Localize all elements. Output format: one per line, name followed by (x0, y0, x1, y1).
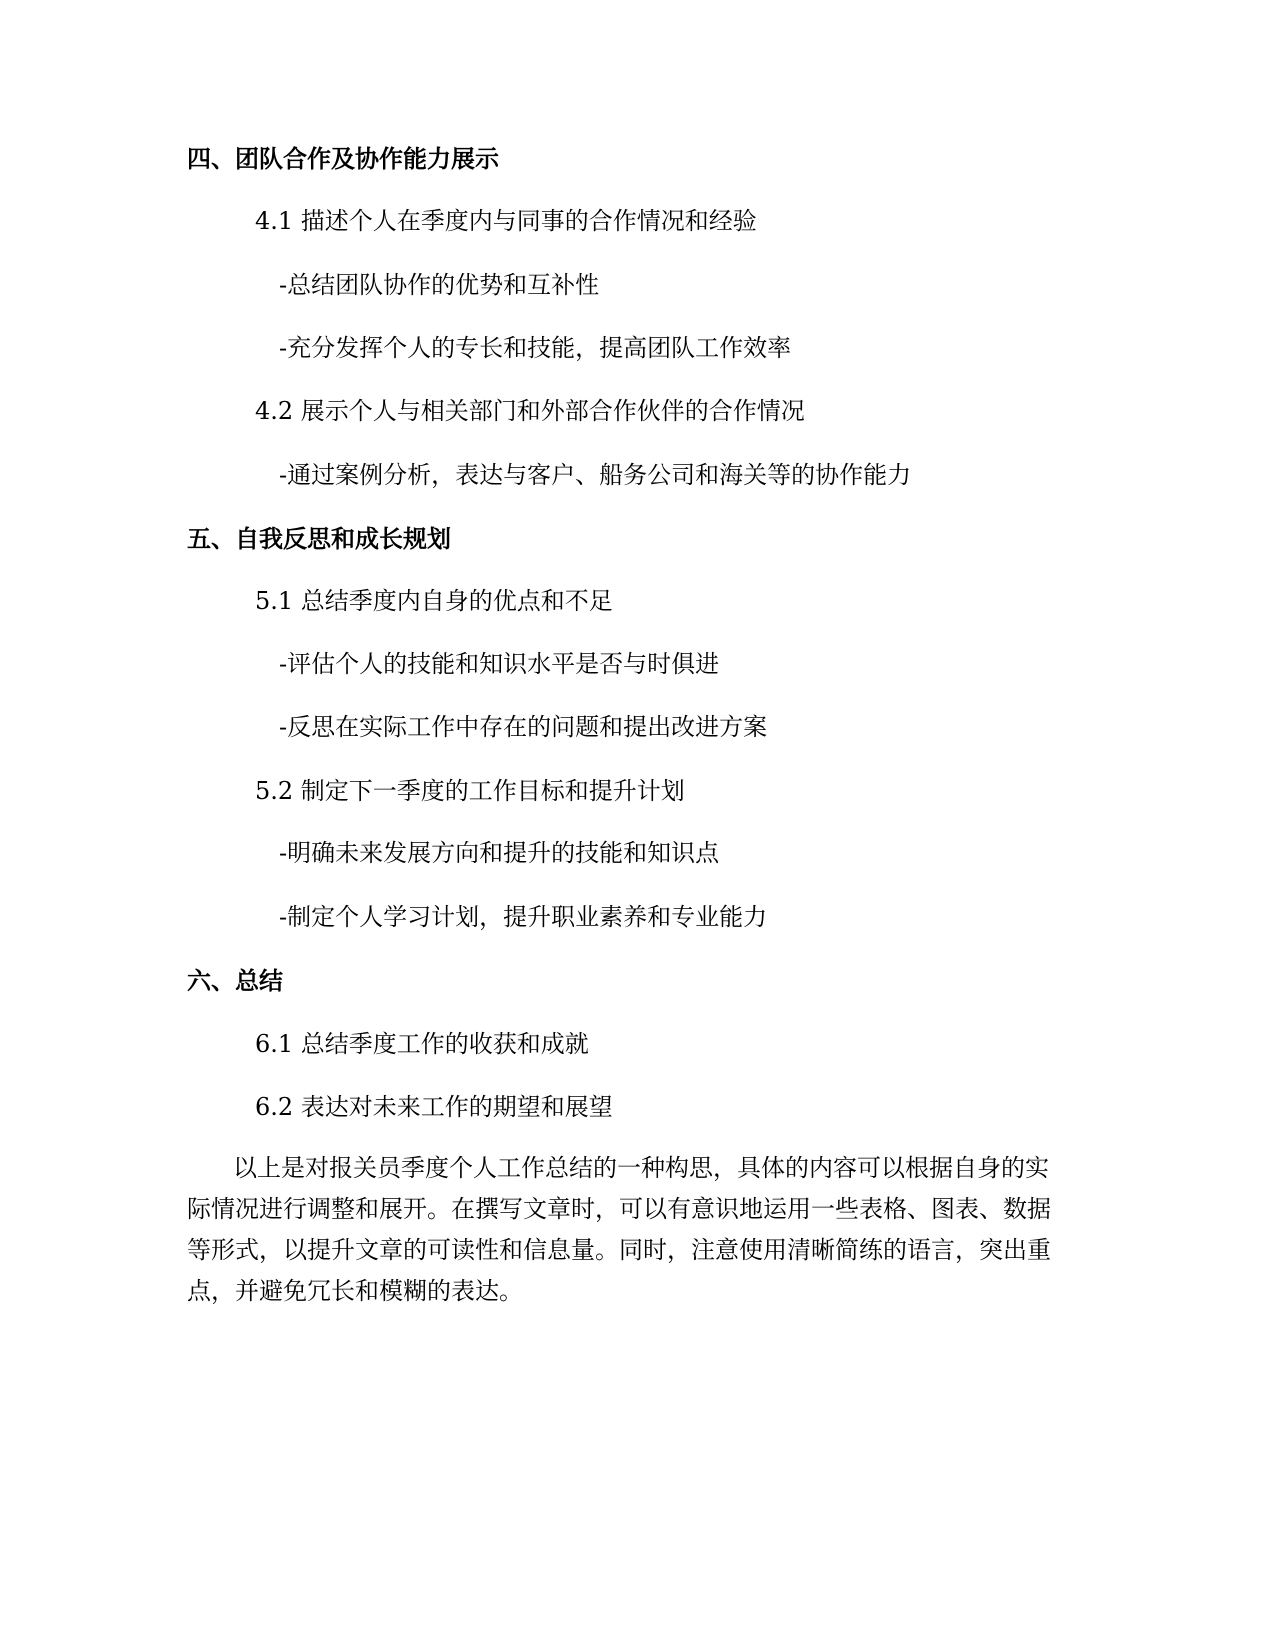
bullet-item: -反思在实际工作中存在的问题和提出改进方案 (279, 713, 768, 741)
paragraph-line: 以上是对报关员季度个人工作总结的一种构思，具体的内容可以根据自身的实 (233, 1154, 1049, 1182)
paragraph-line: 等形式，以提升文章的可读性和信息量。同时，注意使用清晰简练的语言，突出重 (187, 1236, 1051, 1264)
subsection-item: 5.1 总结季度内自身的优点和不足 (255, 587, 613, 615)
paragraph-line: 际情况进行调整和展开。在撰写文章时，可以有意识地运用一些表格、图表、数据 (187, 1195, 1051, 1223)
subsection-item: 6.1 总结季度工作的收获和成就 (255, 1030, 589, 1058)
subsection-item: 6.2 表达对未来工作的期望和展望 (255, 1093, 613, 1121)
bullet-item: -明确未来发展方向和提升的技能和知识点 (279, 839, 720, 867)
subsection-item: 4.1 描述个人在季度内与同事的合作情况和经验 (255, 207, 757, 235)
bullet-item: -评估个人的技能和知识水平是否与时俱进 (279, 650, 720, 678)
section-heading: 四、团队合作及协作能力展示 (187, 145, 499, 173)
paragraph-line: 点，并避免冗长和模糊的表达。 (187, 1277, 523, 1305)
section-heading: 五、自我反思和成长规划 (187, 525, 451, 553)
subsection-item: 5.2 制定下一季度的工作目标和提升计划 (255, 777, 685, 805)
bullet-item: -总结团队协作的优势和互补性 (279, 271, 600, 299)
bullet-item: -制定个人学习计划，提升职业素养和专业能力 (279, 903, 768, 931)
subsection-item: 4.2 展示个人与相关部门和外部合作伙伴的合作情况 (255, 397, 805, 425)
bullet-item: -通过案例分析，表达与客户、船务公司和海关等的协作能力 (279, 461, 912, 489)
section-heading: 六、总结 (187, 967, 283, 995)
bullet-item: -充分发挥个人的专长和技能，提高团队工作效率 (279, 334, 792, 362)
